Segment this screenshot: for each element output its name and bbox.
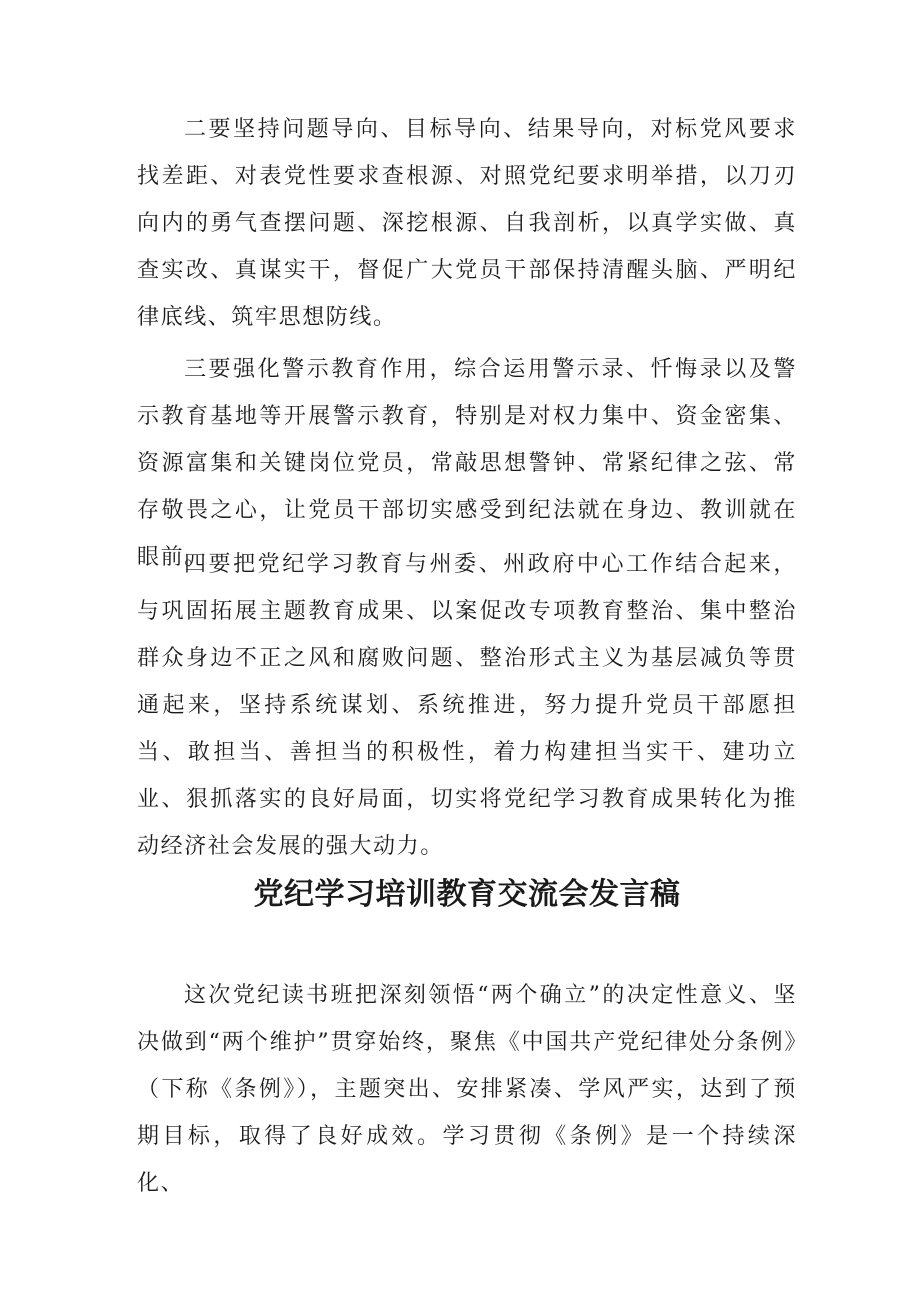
speech-title: 党纪学习培训教育交流会发言稿 [253, 877, 681, 912]
paragraph-2-adhere-problem-orientation: 二要坚持问题导向、目标导向、结果导向，对标党风要求找差距、对表党性要求查根源、对照党纪要求明举措，以刀刃向内的勇气查摆问题、深挖根源、自我剖析，以真学实做、真查实改、真谋实干，督促广大党员干部保持清醒头脑、严明纪律底线、筑牢思想防线。 [137, 117, 797, 330]
paragraph-4-integrate-central-work: 四要把党纪学习教育与州委、州政府中心工作结合起来，与巩固拓展主题教育成果、以案促改专项教育整治、集中整治群众身边不正之风和腐败问题、整治形式主义为基层减负等贯通起来，坚持系统谋划、系统推进，努力提升党员干部愿担当、敢担当、善担当的积极性，着力构建担当实干、建功立业、狠抓落实的良好局面，切实将党纪学习教育成果转化为推动经济社会发展的强大动力。 [137, 552, 797, 859]
speech-opening-paragraph: 这次党纪读书班把深刻领悟“两个确立”的决定性意义、坚决做到“两个维护”贯穿始终，聚焦《中国共产党纪律处分条例》（下称《条例》），主题突出、安排紧凑、学风严实，达到了预期目标，取得了良好成效。学习贯彻《条例》是一个持续深化、 [137, 983, 797, 1196]
paragraph-3-warning-education: 三要强化警示教育作用，综合运用警示录、忏悔录以及警示教育基地等开展警示教育，特别是对权力集中、资金密集、资源富集和关键岗位党员，常敲思想警钟、常紧纪律之弦、常存敬畏之心，让党员干部切实感受到纪法就在身边、教训就在眼前。 [137, 357, 797, 570]
